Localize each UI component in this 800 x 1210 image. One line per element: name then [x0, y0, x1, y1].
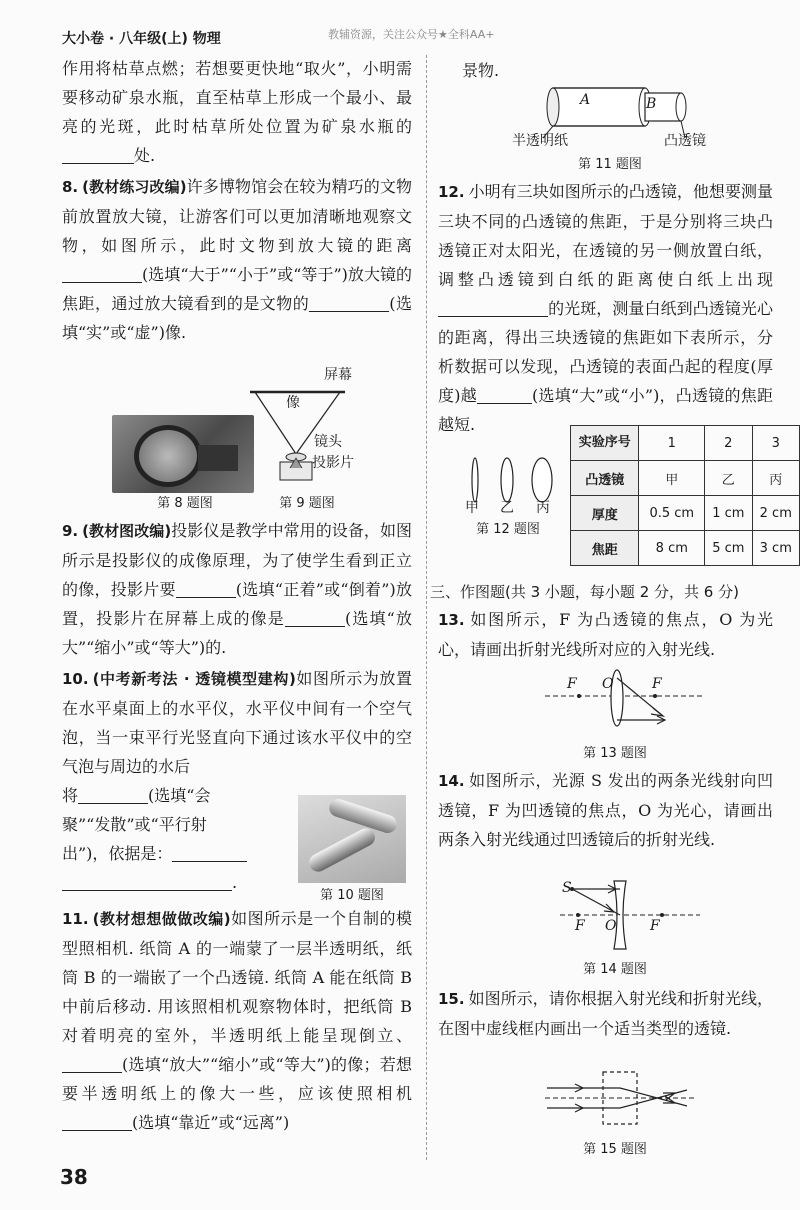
question-14	[438, 766, 773, 854]
table-cell: 焦距	[571, 531, 639, 566]
table-cell: 甲	[639, 461, 705, 496]
table-header-row	[571, 426, 800, 461]
lens-label-jia: 甲	[465, 500, 479, 516]
q14-number: 14.	[438, 772, 465, 790]
q10-blank-3[interactable]	[62, 872, 232, 891]
figure-12-caption: 第 12 题图	[476, 522, 540, 537]
q10-text-b1: 将	[62, 786, 79, 805]
label-tube-a: A	[580, 92, 591, 108]
q13-number: 13.	[438, 611, 465, 629]
q10-number: 10.	[62, 670, 89, 688]
q12-text-b: 的光斑，测量白纸到凸透镜光心的距离，得出三块透镜的焦距如下表所示，分析数据可以发现，凸透镜的表面凸起的程度(厚度)越	[438, 299, 773, 405]
table-cell: 1 cm	[705, 496, 752, 531]
q10-text-b4: 出”)，依据是：	[62, 844, 173, 863]
table-header-cell: 实验序号	[571, 426, 639, 461]
spirit-level-2	[306, 825, 378, 875]
right-column-q15	[438, 984, 773, 1043]
q7-text: 作用将枯草点燃；若想要更快地“取火”，小明需要移动矿泉水瓶，直至枯草上形成一个最小、最亮的光斑，此时枯草所处位置为矿泉水瓶的	[62, 59, 412, 136]
figure-8-caption: 第 8 题图	[157, 496, 213, 511]
artifact-box	[198, 445, 238, 471]
q11-text-a: 如图所示是一个自制的模型照相机. 纸筒 A 的一端蒙了一层半透明纸，纸筒 B 的一端嵌了一个凸透镜. 纸筒 A 能在纸筒 B 中前后移动. 用该照相机观察物体时，把纸筒 B 对着明亮的室外，半透明纸上能呈现倒立、	[62, 909, 412, 1045]
question-15	[438, 984, 773, 1043]
question-10	[62, 664, 412, 781]
q10-blank-1[interactable]	[78, 785, 148, 804]
table-cell: 厚度	[571, 496, 639, 531]
q8-text-c: (选填“实”或“虚”)像.	[62, 294, 412, 342]
q15-number: 15.	[438, 990, 465, 1008]
magnifier-photo	[112, 415, 254, 493]
right-column-q13	[438, 605, 773, 664]
question-13	[438, 605, 773, 664]
label-f-left-14: F	[575, 918, 585, 934]
table-header-cell: 3	[752, 426, 799, 461]
label-lens: 镜头	[314, 434, 342, 450]
label-f-left: F	[567, 676, 577, 692]
q7-end: 处.	[134, 146, 156, 165]
level-photo	[298, 795, 406, 883]
lens-box-diagram	[545, 1068, 695, 1133]
q9-blank-1[interactable]	[176, 579, 236, 598]
table-cell: 凸透镜	[571, 461, 639, 496]
figure-15-caption: 第 15 题图	[583, 1142, 647, 1157]
q7-blank[interactable]	[62, 145, 134, 164]
column-divider	[426, 55, 427, 1160]
q12-number: 12.	[438, 183, 465, 201]
label-screen: 屏幕	[324, 367, 352, 383]
table-header-cell: 2	[705, 426, 752, 461]
q11-tag: (教材想想做做改编)	[92, 910, 231, 928]
label-convex-lens: 凸透镜	[664, 133, 706, 149]
question-11	[62, 904, 412, 1137]
q8-blank-2[interactable]	[309, 293, 389, 312]
figure-14-caption: 第 14 题图	[583, 962, 647, 977]
q9-text-c: (选填“放大”“缩小”或“等大”)的.	[62, 609, 412, 657]
concave-lens-diagram	[560, 875, 700, 955]
label-f-right-14: F	[650, 918, 660, 934]
q9-number: 9.	[62, 522, 79, 540]
table-cell: 乙	[705, 461, 752, 496]
figure-10-caption: 第 10 题图	[320, 888, 384, 903]
label-o-14: O	[605, 918, 617, 934]
table-cell: 2 cm	[752, 496, 799, 531]
left-column	[62, 54, 412, 347]
q9-text-a: 投影仪是教学中常用的设备，如图所示是投影仪的成像原理，为了使学生看到正立的像，投影片要	[62, 521, 412, 599]
q13-text: 如图所示，F 为凸透镜的焦点，O 为光心，请画出折射光线所对应的入射光线.	[438, 610, 773, 659]
table-row	[571, 461, 800, 496]
label-s: S	[562, 880, 572, 896]
page-number: 38	[60, 1165, 88, 1189]
question-7-continued	[62, 54, 412, 170]
q10-text-a: 如图所示为放置在水平桌面上的水平仪，水平仪中间有一个空气泡，当一束平行光竖直向下通过该水平仪中的空气泡与周边的水后	[62, 669, 412, 776]
table-cell: 5 cm	[705, 531, 752, 566]
figure-11-caption: 第 11 题图	[578, 157, 642, 172]
q10-blank-2[interactable]	[172, 843, 247, 862]
q14-text: 如图所示，光源 S 发出的两条光线射向凹透镜，F 为凹透镜的焦点，O 为光心，请画出两条入射光线通过凹透镜后的折射光线.	[438, 771, 773, 849]
right-column-q12	[438, 177, 773, 439]
label-slide: 投影片	[312, 455, 354, 471]
label-o: O	[602, 676, 614, 692]
q11-text-b: (选填“放大”“缩小”或“等大”)的像；若想要半透明纸上的像大一些，应该使照相机	[62, 1055, 412, 1103]
label-f-right: F	[652, 676, 662, 692]
label-translucent-paper: 半透明纸	[512, 133, 568, 149]
q9-text-b: (选填“正着”或“倒着”)放置，投影片在屏幕上成的像是	[62, 580, 412, 628]
focal-length-table	[570, 425, 800, 566]
table-row	[571, 496, 800, 531]
section-3-heading: 三、作图题(共 3 小题，每小题 2 分，共 6 分)	[430, 583, 739, 601]
q12-blank-2[interactable]	[477, 385, 532, 404]
watermark-text: 教辅资源，关注公众号★全科AA+	[328, 28, 495, 41]
q8-number: 8.	[62, 178, 79, 196]
q8-text-b: (选填“大于”“小于”或“等于”)放大镜的焦距，通过放大镜看到的是文物的	[62, 265, 412, 313]
q10-fill-area: 将 (选填“会 聚”“发散”或“平行射 出”)，依据是： .	[62, 781, 277, 897]
q15-text: 如图所示，请你根据入射光线和折射光线，在图中虚线框内画出一个适当类型的透镜.	[438, 989, 773, 1038]
label-tube-b: B	[646, 96, 657, 112]
table-cell: 0.5 cm	[639, 496, 705, 531]
left-column-bottom	[62, 904, 412, 1137]
q9-tag: (教材图改编)	[82, 522, 172, 540]
table-cell: 8 cm	[639, 531, 705, 566]
book-title: 大小卷 · 八年级(上) 物理	[62, 31, 221, 47]
q9-blank-2[interactable]	[285, 608, 345, 627]
q8-text-a: 许多博物馆会在较为精巧的文物前放置放大镜，让游客们可以更加清晰地观察文物，如图所示，此时文物到放大镜的距离	[62, 177, 412, 255]
q12-text-c: (选填“大”或“小”)，凸透镜的焦距越短.	[438, 386, 773, 434]
q10-text-b3: 聚”“发散”或“平行射	[62, 815, 207, 834]
q8-tag: (教材练习改编)	[82, 178, 187, 196]
q10-tag: (中考新考法 · 透镜模型建构)	[92, 670, 296, 688]
question-12	[438, 177, 773, 439]
lens-label-yi: 乙	[500, 500, 514, 516]
lens-label-bing: 丙	[536, 500, 550, 516]
table-row	[571, 531, 800, 566]
table-cell: 丙	[752, 461, 799, 496]
figure-9-caption: 第 9 题图	[279, 496, 335, 511]
table-cell: 3 cm	[752, 531, 799, 566]
q11-blank-1[interactable]	[62, 1054, 122, 1073]
q11-end: 景物.	[462, 61, 500, 80]
table-header-cell: 1	[639, 426, 705, 461]
q12-text-a: 小明有三块如图所示的凸透镜，他想要测量三块不同的凸透镜的焦距，于是分别将三块凸透镜正对太阳光，在透镜的另一侧放置白纸，调整凸透镜到白纸的距离使白纸上出现	[438, 182, 773, 289]
q11-number: 11.	[62, 910, 89, 928]
q10-text-b2: (选填“会	[148, 786, 211, 805]
q12-blank-1[interactable]	[438, 298, 548, 317]
label-image: 像	[286, 395, 300, 411]
question-9	[62, 516, 412, 662]
right-column-q14	[438, 766, 773, 854]
q11-blank-2[interactable]	[62, 1112, 132, 1131]
q11-text-c: (选填“靠近”或“远离”)	[132, 1113, 290, 1132]
magnifier-lens	[134, 425, 202, 487]
question-8	[62, 172, 412, 347]
figure-13-caption: 第 13 题图	[583, 746, 647, 761]
q8-blank-1[interactable]	[62, 264, 142, 283]
